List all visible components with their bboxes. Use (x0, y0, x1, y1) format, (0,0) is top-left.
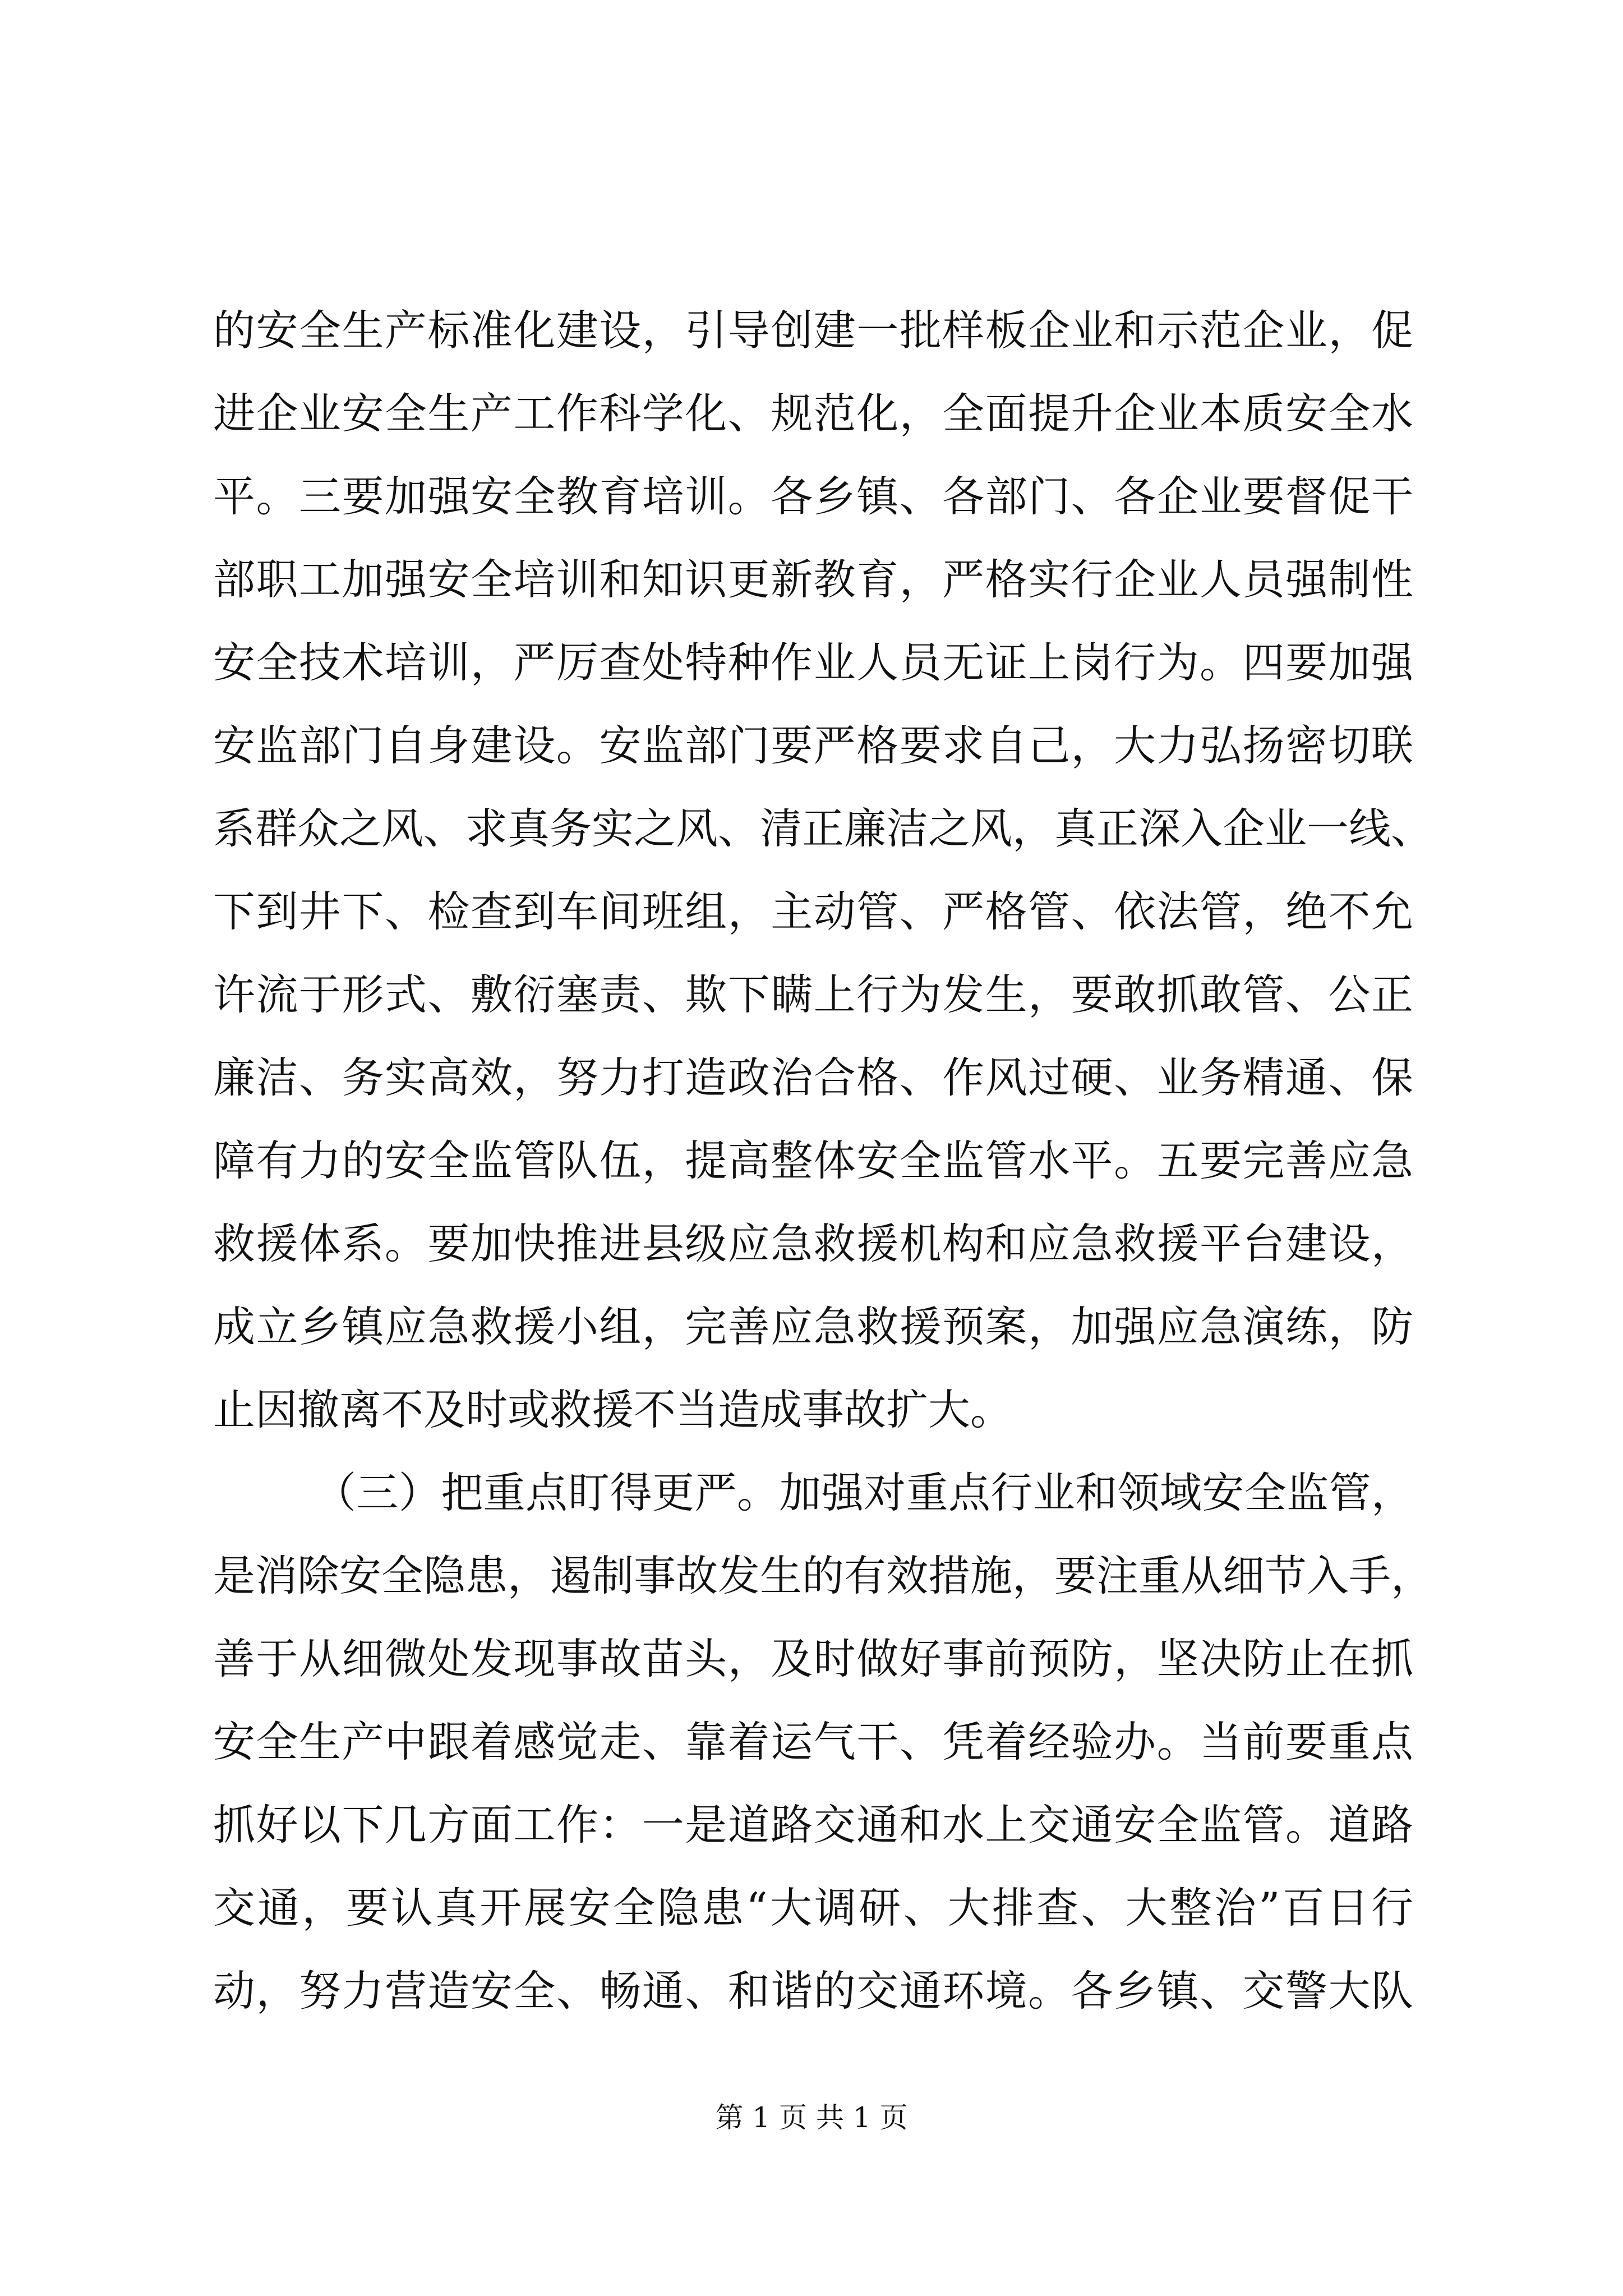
text-line: 安监部门自身建设。安监部门要严格要求自己，大力弘扬密切联 (213, 721, 1413, 770)
section-heading-line: （三）把重点盯得更严。加强对重点行业和领域安全监管， (314, 1468, 1413, 1517)
text-line: 系群众之风、求真务实之风、清正廉洁之风，真正深入企业一线、 (213, 804, 1433, 853)
text-line: 许流于形式、敷衍塞责、欺下瞒上行为发生，要敢抓敢管、公正 (213, 970, 1413, 1019)
text-line: 平。三要加强安全教育培训。各乡镇、各部门、各企业要督促干 (213, 472, 1413, 521)
text-line: 下到井下、检查到车间班组，主动管、严格管、依法管，绝不允 (213, 887, 1413, 936)
text-line: 进企业安全生产工作科学化、规范化，全面提升企业本质安全水 (213, 389, 1413, 438)
text-line: 是消除安全隐患，遏制事故发生的有效措施，要注重从细节入手， (213, 1551, 1433, 1600)
text-line: 抓好以下几方面工作：一是道路交通和水上交通安全监管。道路 (213, 1800, 1413, 1849)
text-line: 成立乡镇应急救援小组，完善应急救援预案，加强应急演练，防 (213, 1302, 1413, 1351)
text-line: 安全生产中跟着感觉走、靠着运气干、凭着经验办。当前要重点 (213, 1717, 1413, 1766)
text-line: 动，努力营造安全、畅通、和谐的交通环境。各乡镇、交警大队 (213, 1966, 1413, 2016)
text-line: 的安全生产标准化建设，引导创建一批样板企业和示范企业，促 (213, 306, 1413, 355)
text-line: 善于从细微处发现事故苗头，及时做好事前预防，坚决防止在抓 (213, 1634, 1413, 1683)
text-line: 部职工加强安全培训和知识更新教育，严格实行企业人员强制性 (213, 555, 1413, 604)
text-line: 交通，要认真开展安全隐患“大调研、大排查、大整治”百日行 (213, 1883, 1413, 1932)
paragraph-end-line: 止因撤离不及时或救援不当造成事故扩大。 (213, 1385, 1013, 1434)
page-footer: 第 1 页 共 1 页 (715, 2101, 908, 2134)
text-line: 救援体系。要加快推进县级应急救援机构和应急救援平台建设， (213, 1219, 1413, 1268)
text-line: 障有力的安全监管队伍，提高整体安全监管水平。五要完善应急 (213, 1136, 1413, 1185)
text-line: 廉洁、务实高效，努力打造政治合格、作风过硬、业务精通、保 (213, 1053, 1413, 1102)
body-text (213, 289, 1433, 2032)
text-line: 安全技术培训，严厉查处特种作业人员无证上岗行为。四要加强 (213, 638, 1413, 687)
